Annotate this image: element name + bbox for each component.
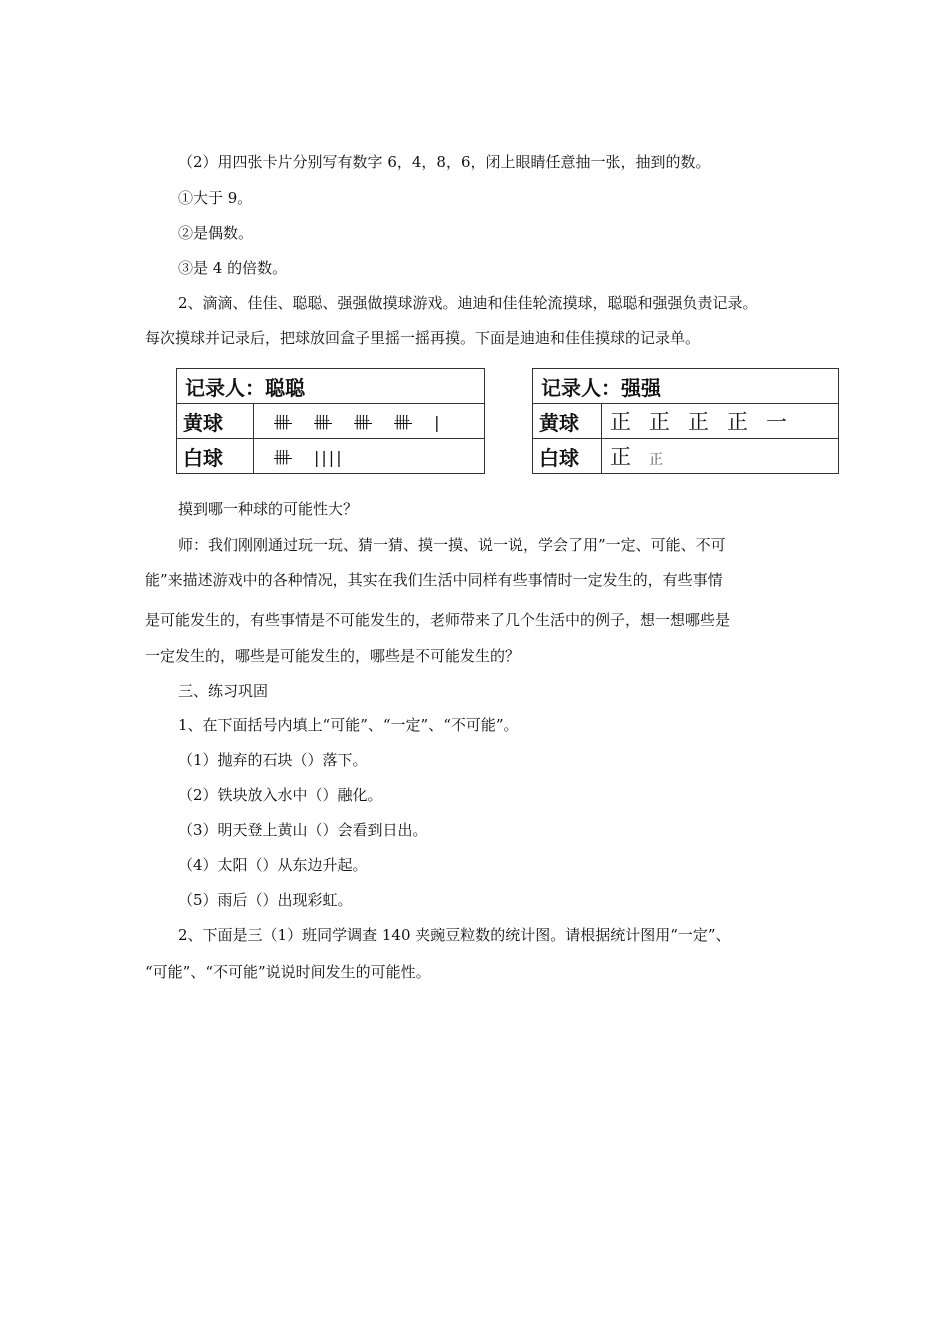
row-label: 黄球 xyxy=(177,404,254,439)
tally-mark: 正 xyxy=(727,410,758,434)
tally-cell xyxy=(254,404,485,439)
record-table-qiangqiang xyxy=(532,368,839,474)
tally-mark: 卌 xyxy=(314,412,333,432)
table-row xyxy=(177,439,485,474)
exercise-2-line-2: “可能”、“不可能”说说时间发生的可能性。 xyxy=(145,963,431,981)
tally-mark: 正 xyxy=(649,452,673,468)
table-row xyxy=(177,404,485,439)
game-line-2: 每次摸球并记录后，把球放回盒子里摇一摇再摸。下面是迪迪和佳佳摸球的记录单。 xyxy=(145,329,701,347)
tally-mark: 卌 xyxy=(354,412,373,432)
teacher-line-1: 师：我们刚刚通过玩一玩、猜一猜、摸一摸、说一说，学会了用”一定、可能、不可 xyxy=(178,536,726,554)
exercise-1-title: 1、在下面括号内填上“可能”、“一定”、“不可能”。 xyxy=(178,716,519,734)
tally-mark: | xyxy=(434,412,442,432)
q2-item-1: ①大于 9。 xyxy=(178,189,253,207)
table-row xyxy=(533,439,839,474)
section-title: 三、练习巩固 xyxy=(178,682,269,700)
record-table-conging xyxy=(176,368,485,474)
teacher-line-4: 一定发生的，哪些是可能发生的，哪些是不可能发生的？ xyxy=(145,647,521,665)
game-line-1: 2、滴滴、佳佳、聪聪、强强做摸球游戏。迪迪和佳佳轮流摸球，聪聪和强强负责记录。 xyxy=(178,294,758,312)
exercise-1-item: （3）明天登上黄山（）会看到日出。 xyxy=(178,821,428,839)
tally-mark: |||| xyxy=(314,447,344,467)
teacher-line-2: 能”来描述游戏中的各种情况，其实在我们生活中同样有些事情时一定发生的，有些事情 xyxy=(145,571,723,589)
table-header: 记录人：聪聪 xyxy=(177,369,485,404)
table-header: 记录人：强强 xyxy=(533,369,839,404)
tally-mark: 正 xyxy=(610,410,641,434)
exercise-1-item: （1）抛弃的石块（）落下。 xyxy=(178,751,368,769)
tally-cell xyxy=(602,439,839,474)
tally-mark: 一 xyxy=(766,410,797,434)
row-label: 白球 xyxy=(533,439,602,474)
teacher-line-3: 是可能发生的，有些事情是不可能发生的，老师带来了几个生活中的例子，想一想哪些是 xyxy=(145,611,731,629)
q2-item-2: ②是偶数。 xyxy=(178,224,254,242)
tally-mark: 卌 xyxy=(274,412,293,432)
exercise-2-line-1: 2、下面是三（1）班同学调查 140 夹豌豆粒数的统计图。请根据统计图用“一定”、 xyxy=(178,926,731,944)
row-label: 黄球 xyxy=(533,404,602,439)
tally-mark: 正 xyxy=(610,445,641,469)
tally-cell xyxy=(254,439,485,474)
row-label: 白球 xyxy=(177,439,254,474)
q2-intro: （2）用四张卡片分别写有数字 6，4，8，6，闭上眼睛任意抽一张，抽到的数。 xyxy=(178,153,711,171)
question: 摸到哪一种球的可能性大？ xyxy=(178,500,359,518)
q2-item-3: ③是 4 的倍数。 xyxy=(178,259,288,277)
exercise-1-item: （4）太阳（）从东边升起。 xyxy=(178,856,368,874)
exercise-1-item: （5）雨后（）出现彩虹。 xyxy=(178,891,353,909)
tally-cell xyxy=(602,404,839,439)
tally-mark: 正 xyxy=(649,410,680,434)
tally-mark: 卌 xyxy=(274,447,293,467)
tally-mark: 正 xyxy=(688,410,719,434)
exercise-1-item: （2）铁块放入水中（）融化。 xyxy=(178,786,383,804)
table-row xyxy=(533,404,839,439)
tally-mark: 卌 xyxy=(394,412,413,432)
